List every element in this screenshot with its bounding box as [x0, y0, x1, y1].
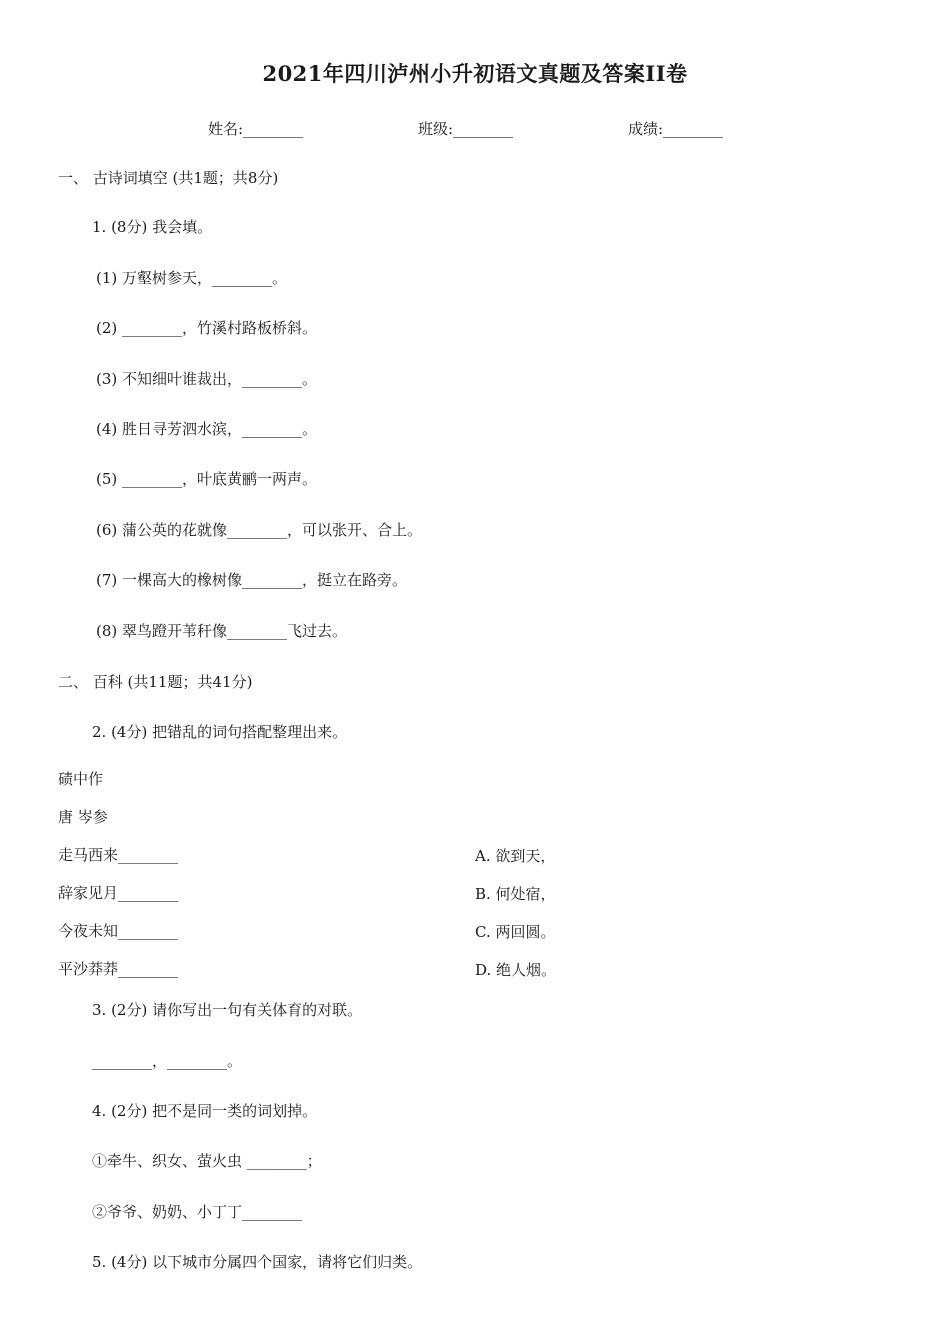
q1-item-5: (5) ________，叶底黄鹂一两声。 [96, 470, 318, 488]
q2-option-a: A. 欲到天， [475, 847, 556, 865]
q2-option-b: B. 何处宿， [475, 885, 556, 903]
question-5-stem: 5. (4分) 以下城市分属四个国家，请将它们归类。 [92, 1253, 423, 1271]
q1-item-3: (3) 不知细叶谁裁出，________。 [96, 370, 318, 388]
q2-left-1: 走马西来________ [58, 846, 179, 864]
section-1-heading: 一、 古诗词填空 (共1题；共8分) [58, 169, 279, 187]
q1-item-4: (4) 胜日寻芳泗水滨，________。 [96, 420, 318, 438]
q1-item-7: (7) 一棵高大的橡树像________，挺立在路旁。 [96, 571, 408, 589]
poem-title: 碛中作 [58, 770, 104, 788]
q4-item-2: ②爷爷、奶奶、小丁丁________ [92, 1203, 303, 1221]
q1-item-2: (2) ________，竹溪村路板桥斜。 [96, 319, 318, 337]
q2-left-4: 平沙莽莽________ [58, 960, 179, 978]
q2-left-2: 辞家见月________ [58, 884, 179, 902]
q1-item-8: (8) 翠鸟蹬开苇秆像________飞过去。 [96, 622, 348, 640]
poem-author: 唐 岑参 [58, 808, 108, 826]
question-3-stem: 3. (2分) 请你写出一句有关体育的对联。 [92, 1001, 363, 1019]
question-2-stem: 2. (4分) 把错乱的词句搭配整理出来。 [92, 723, 348, 741]
class-field[interactable]: 班级:________ [418, 120, 514, 138]
q1-item-1: (1) 万壑树参天，________。 [96, 269, 288, 287]
question-4-stem: 4. (2分) 把不是同一类的词划掉。 [92, 1102, 318, 1120]
q1-item-6: (6) 蒲公英的花就像________，可以张开、合上。 [96, 521, 423, 539]
score-field[interactable]: 成绩:________ [628, 120, 724, 138]
question-1-stem: 1. (8分) 我会填。 [92, 218, 213, 236]
q2-left-3: 今夜未知________ [58, 922, 179, 940]
q4-item-1: ①牵牛、织女、萤火虫 ________； [92, 1152, 322, 1170]
q3-answer-blank: ________，________。 [92, 1052, 243, 1070]
section-2-heading: 二、 百科 (共11题；共41分) [58, 673, 253, 691]
q2-option-d: D. 绝人烟。 [475, 961, 557, 979]
q2-option-c: C. 两回圆。 [475, 923, 556, 941]
name-field[interactable]: 姓名:________ [208, 120, 304, 138]
page-title: 2021年四川泸州小升初语文真题及答案II卷 [262, 61, 688, 86]
